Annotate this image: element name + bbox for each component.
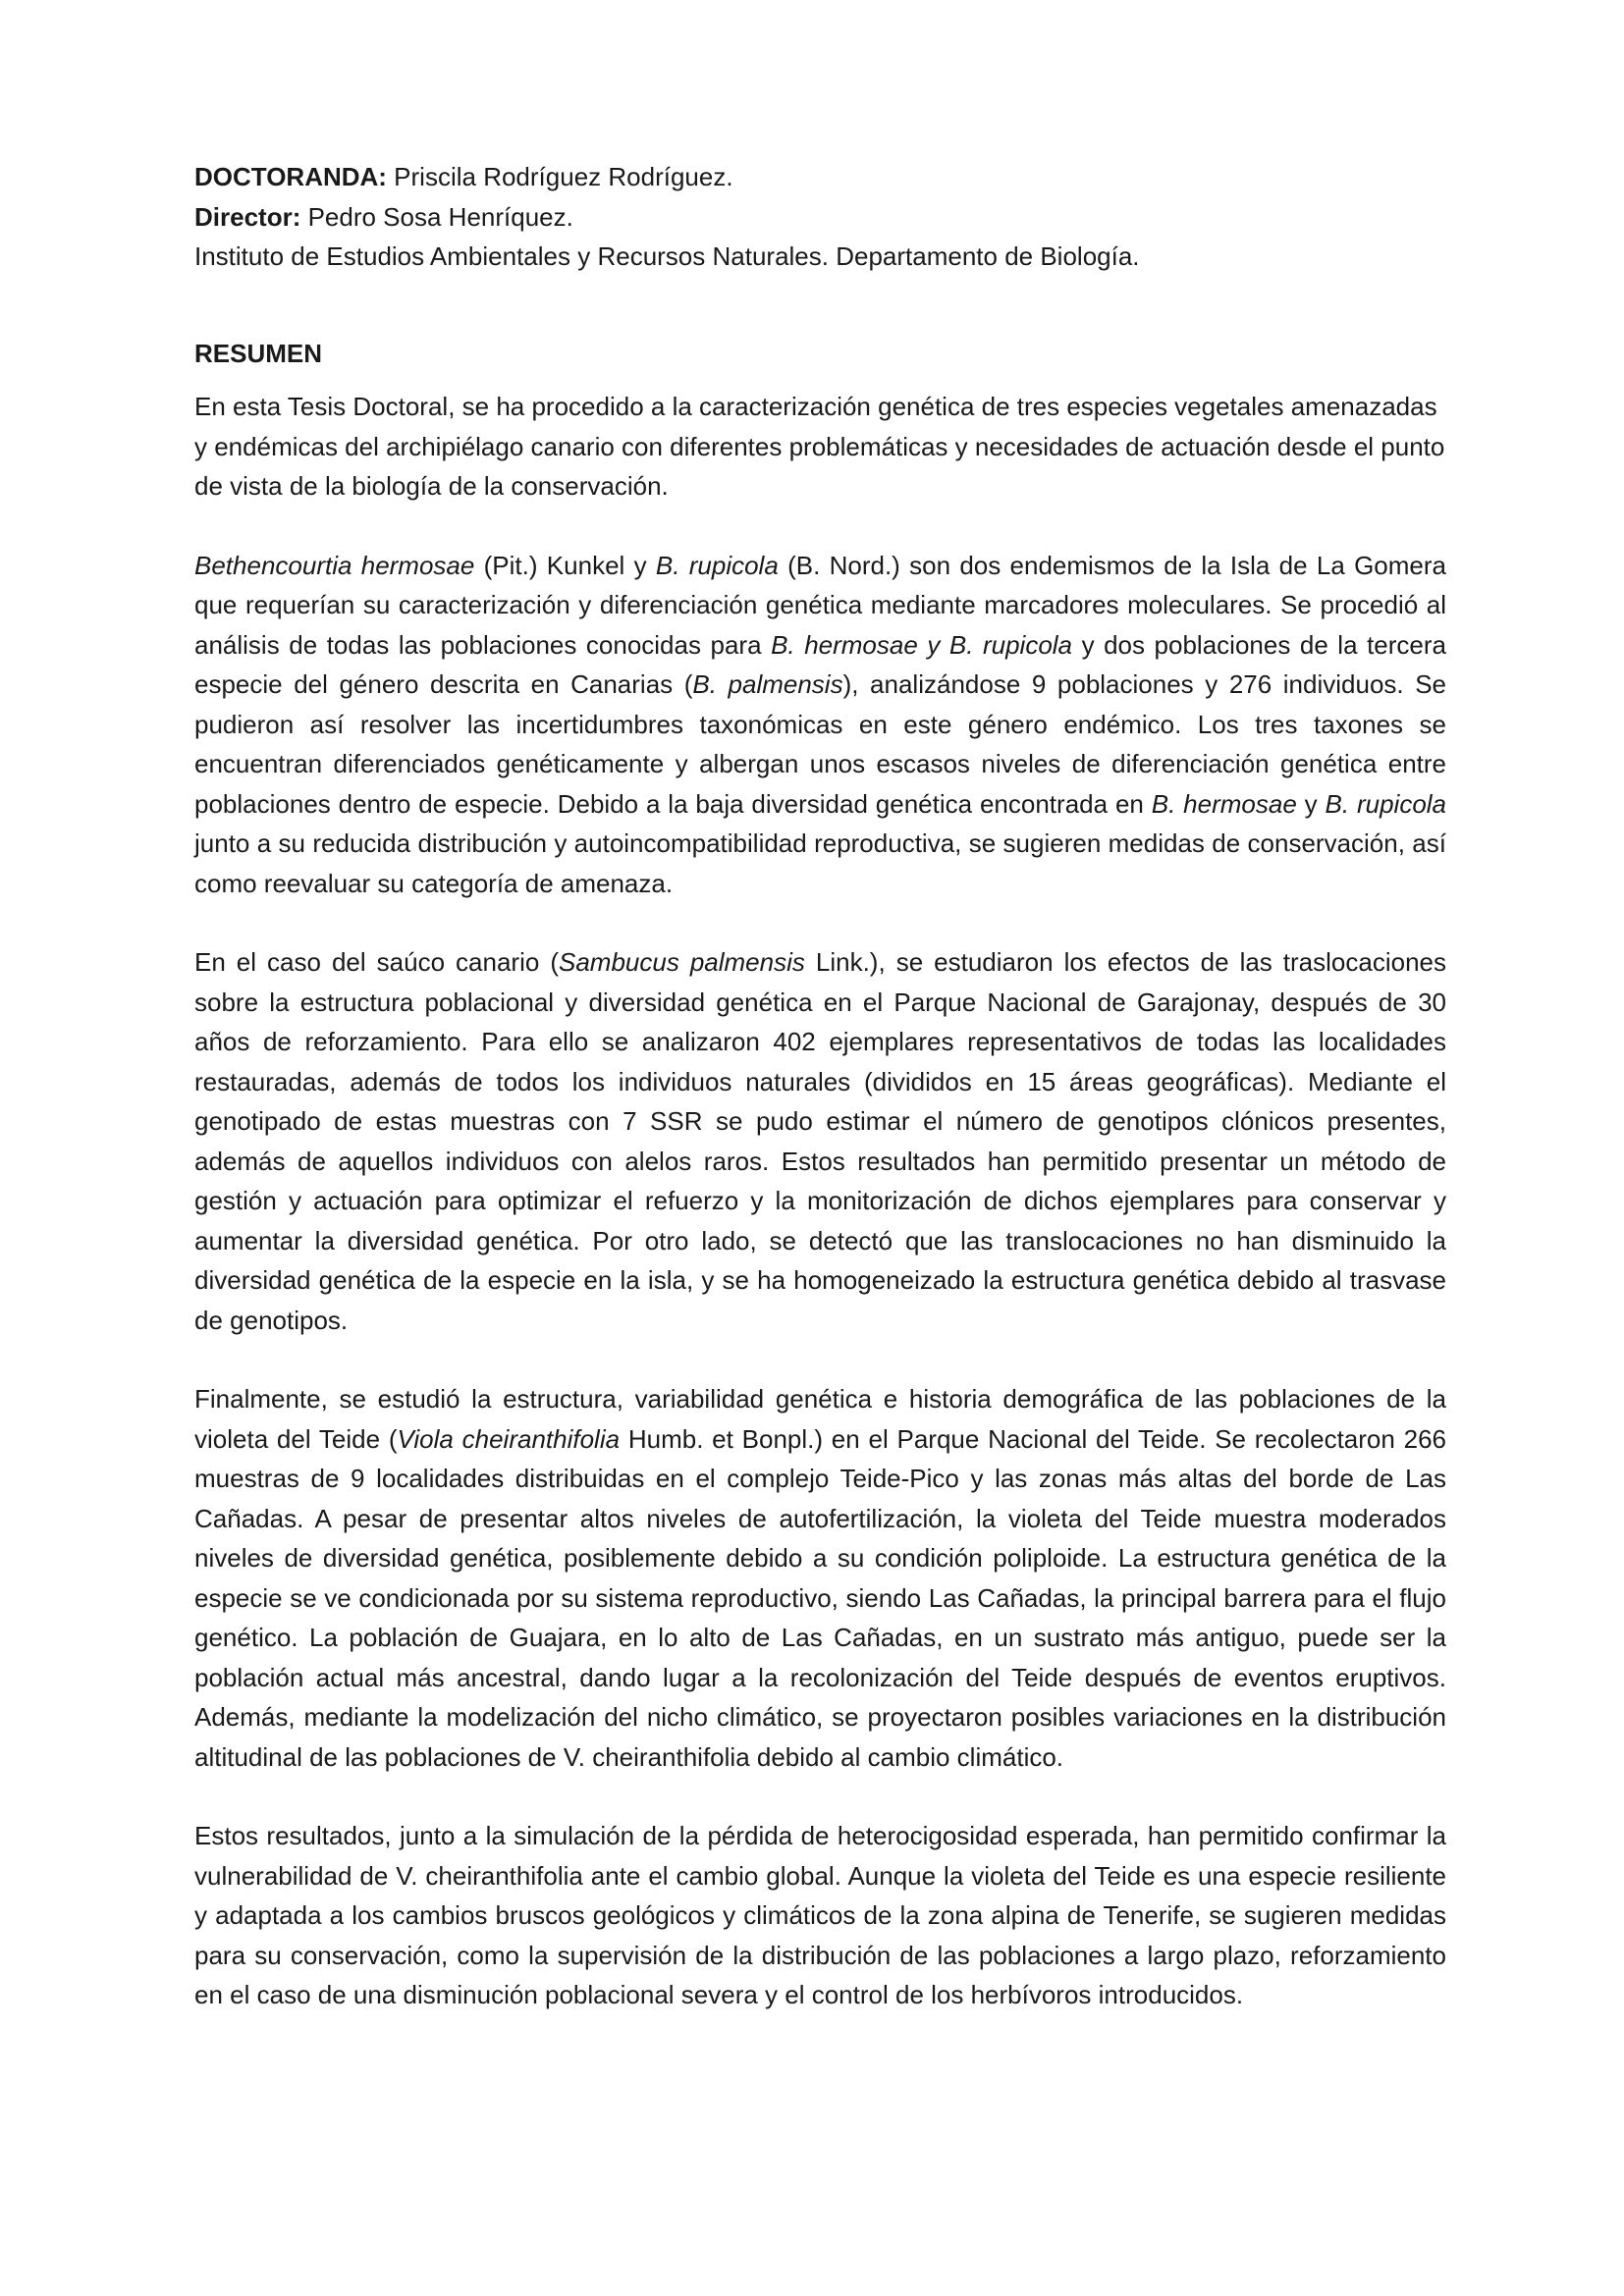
text-segment: (B. Nord.) son dos endemismos de la Isla de La Gomera que requerían su caracterización y diferenciación genética mediante marcadores moleculares. Se procedió al análisis de todas las poblaciones conocidas para [194,550,1447,660]
doctoranda-name: Priscila Rodríguez Rodríguez. [386,162,733,191]
director-name: Pedro Sosa Henríquez. [300,201,573,232]
section-title: RESUMEN [194,338,323,368]
director-line [194,197,1446,238]
thesis-header [194,157,1446,277]
abstract-paragraph-4 [194,1379,1446,1777]
text-segment: (Pit.) Kunkel y [474,550,656,580]
director-label: Director: [194,201,301,232]
abstract-paragraph-5: Estos resultados, junto a la simulación de la pérdida de heterocigosidad esperada, han permitido confirmar la vulnerabilidad de V. cheiranthifolia ante el cambio global. Aunque la violeta del Teide es una especie resiliente y adaptada a los cambios bruscos geológicos y climáticos de la zona alpina de Tenerife, se sugieren medidas para su conservación, como la supervisión de la distribución de las poblaciones a largo plazo, reforzamiento en el caso de una disminución poblacional severa y el control de los herbívoros introducidos. [194,1821,1446,2009]
abstract-paragraph-1: En esta Tesis Doctoral, se ha procedido a la caracterización genética de tres especies vegetales amenazadas y endémicas del archipiélago canario con diferentes problemáticas y necesidades de actuación desde el punto de vista de la biología de la conservación. [194,392,1445,501]
doctoranda-label: DOCTORANDA: [194,162,387,191]
species-name: Viola cheiranthifolia [397,1423,621,1454]
species-name: Sambucus palmensis [558,947,805,977]
institute-line: Instituto de Estudios Ambientales y Recursos Naturales. Departamento de Biología. [194,241,1140,271]
text-segment: En el caso del saúco canario ( [194,947,559,977]
text-segment: ), analizándose 9 poblaciones y 276 individuos. Se pudieron así resolver las incertidumbres taxonómicas en este género endémico. Los tres taxones se encuentran diferenciados genéticamente y albergan unos escasos niveles de diferenciación genética entre poblaciones dentro de especie. Debido a la baja diversidad genética encontrada en [194,669,1447,819]
document-page [194,157,1446,2055]
doctoranda-line [194,157,1446,197]
species-name: Bethencourtia hermosae [194,550,475,580]
species-name: B. palmensis [692,669,843,699]
text-segment: Finalmente, se estudió la estructura, variabilidad genética e historia demográfica de las poblaciones de la violeta del Teide ( [194,1384,1446,1454]
abstract-paragraph-3 [194,942,1446,1340]
text-segment: y dos poblaciones de la tercera especie del género descrita en Canarias ( [194,629,1446,699]
species-name: B. rupicola [655,550,779,580]
abstract-paragraph-2 [194,546,1446,904]
species-name: B. hermosae y B. rupicola [771,629,1073,660]
species-name: B. rupicola [1325,788,1447,819]
text-segment: junto a su reducida distribución y autoincompatibilidad reproductiva, se sugieren medidas de conservación, así como reevaluar su categoría de amenaza. [194,828,1446,898]
text-segment: Link.), se estudiaron los efectos de las traslocaciones sobre la estructura poblacional y diversidad genética en el Parque Nacional de Garajonay, después de 30 años de reforzamiento. Para ello se analizaron 402 ejemplares representativos de todas las localidades restauradas, además de todos los individuos naturales (divididos en 15 áreas geográficas). Mediante el genotipado de estas muestras con 7 SSR se pudo estimar el número de genotipos clónicos presentes, además de aquellos individuos con alelos raros. Estos resultados han permitido presentar un método de gestión y actuación para optimizar el refuerzo y la monitorización de dichos ejemplares para conservar y aumentar la diversidad genética. Por otro lado, se detectó que las translocaciones no han disminuido la diversidad genética de la especie en la isla, y se ha homogeneizado la estructura genética debido al trasvase de genotipos. [194,947,1446,1335]
species-name: B. hermosae [1151,788,1297,819]
text-segment: Humb. et Bonpl.) en el Parque Nacional del Teide. Se recolectaron 266 muestras de 9 localidades distribuidas en el complejo Teide-Pico y las zonas más altas del borde de Las Cañadas. A pesar de presentar altos niveles de autofertilización, la violeta del Teide muestra moderados niveles de diversidad genética, posiblemente debido a su condición poliploide. La estructura genética de la especie se ve condicionada por su sistema reproductivo, siendo Las Cañadas, la principal barrera para el flujo genético. La población de Guajara, en lo alto de Las Cañadas, en un sustrato más antiguo, puede ser la población actual más ancestral, dando lugar a la recolonización del Teide después de eventos eruptivos. Además, mediante la modelización del nicho climático, se proyectaron posibles variaciones en la distribución altitudinal de las poblaciones de V. cheiranthifolia debido al cambio climático. [194,1423,1446,1772]
text-segment: y [1296,788,1326,819]
